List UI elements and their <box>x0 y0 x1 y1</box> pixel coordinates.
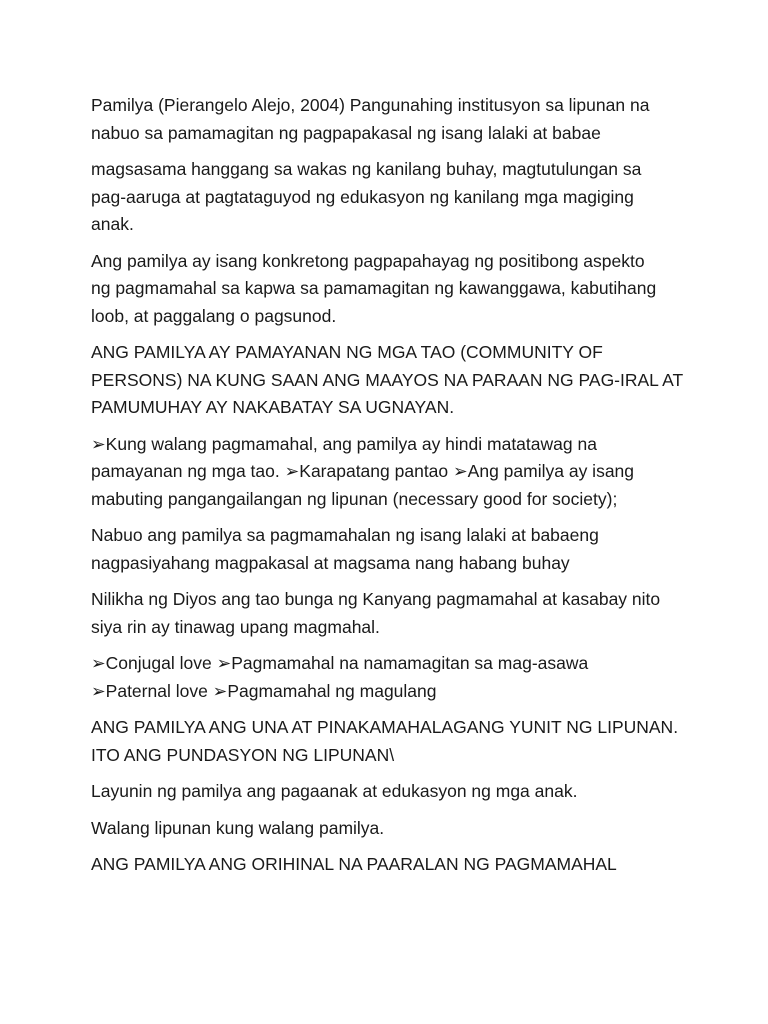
paragraph <box>91 815 691 843</box>
text-line: Walang lipunan kung walang pamilya. <box>91 817 385 838</box>
paragraph <box>91 522 691 577</box>
text-line: pag-aaruga at pagtataguyod ng edukasyon ng kanilang mga magiging <box>91 186 634 207</box>
paragraph <box>91 778 691 806</box>
paragraph <box>91 586 691 641</box>
text-line: magsasama hanggang sa wakas ng kanilang buhay, magtutulungan sa <box>91 159 642 179</box>
text-line: anak. <box>91 214 134 234</box>
text-line: Nabuo ang pamilya sa pagmamahalan ng isang lalaki at babaeng <box>91 525 599 545</box>
paragraph <box>91 650 691 705</box>
text-line: PAMUMUHAY AY NAKABATAY SA UGNAYAN. <box>91 397 455 417</box>
text-line: nabuo sa pamamagitan ng pagpapakasal ng isang lalaki at babae <box>91 122 601 143</box>
text-line: siya rin ay tinawag upang magmahal. <box>91 616 380 637</box>
text-line: ➢Paternal love ➢Pagmamahal ng magulang <box>91 680 437 701</box>
text-line: Ang pamilya ay isang konkretong pagpapahayag ng positibong aspekto <box>91 250 645 271</box>
text-line: ANG PAMILYA ANG UNA AT PINAKAMAHALAGANG YUNIT NG LIPUNAN. <box>91 717 679 737</box>
text-line: ANG PAMILYA ANG ORIHINAL NA PAARALAN NG PAGMAMAHAL <box>91 854 617 874</box>
text-line: ITO ANG PUNDASYON NG LIPUNAN\ <box>91 744 395 765</box>
text-line: ng pagmamahal sa kapwa sa pamamagitan ng kawanggawa, kabutihang <box>91 278 657 298</box>
paragraph <box>91 714 691 769</box>
paragraph <box>91 92 691 147</box>
text-line: pamayanan ng mga tao. ➢Karapatang pantao ➢Ang pamilya ay isang <box>91 461 635 481</box>
text-line: ➢Kung walang pagmamahal, ang pamilya ay hindi matatawag na <box>91 433 597 454</box>
text-line: ➢Conjugal love ➢Pagmamahal na namamagitan sa mag-asawa <box>91 653 589 673</box>
text-line: PERSONS) NA KUNG SAAN ANG MAAYOS NA PARAAN NG PAG-IRAL AT <box>91 369 684 390</box>
paragraph <box>91 156 691 239</box>
document-body <box>91 92 691 888</box>
paragraph <box>91 431 691 514</box>
text-line: ANG PAMILYA AY PAMAYANAN NG MGA TAO (COMMUNITY OF <box>91 342 603 362</box>
text-line: Nilikha ng Diyos ang tao bunga ng Kanyang pagmamahal at kasabay nito <box>91 589 661 609</box>
paragraph <box>91 339 691 422</box>
text-line: mabuting pangangailangan ng lipunan (necessary good for society); <box>91 488 618 509</box>
paragraph <box>91 851 691 879</box>
text-line: loob, at paggalang o pagsunod. <box>91 305 337 326</box>
text-line: Pamilya (Pierangelo Alejo, 2004) Pangunahing institusyon sa lipunan na <box>91 95 650 115</box>
paragraph <box>91 248 691 331</box>
text-line: nagpasiyahang magpakasal at magsama nang habang buhay <box>91 552 570 573</box>
text-line: Layunin ng pamilya ang pagaanak at edukasyon ng mga anak. <box>91 781 578 801</box>
